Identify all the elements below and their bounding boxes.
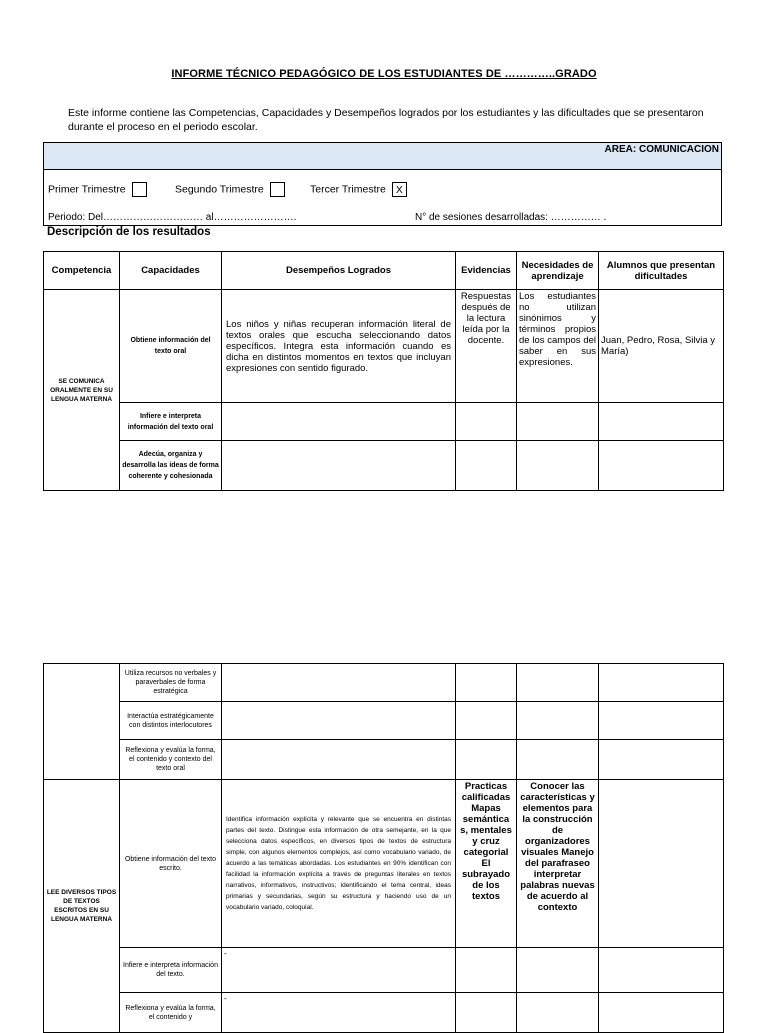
capacidad-cell: Reflexiona y evalúa la forma, el contenido y contexto del texto oral — [120, 740, 222, 780]
section-title: Descripción de los resultados — [47, 226, 211, 238]
trimestre-2 — [175, 182, 285, 197]
table-row — [44, 290, 724, 403]
capacidad-cell: Obtiene información del texto escrito. — [120, 780, 222, 948]
col-necesidades: Necesidades de aprendizaje — [517, 252, 599, 290]
necesidad-cell — [517, 664, 599, 702]
col-evidencias: Evidencias — [456, 252, 517, 290]
table-row — [44, 740, 724, 780]
desempeno-cell — [222, 664, 456, 702]
trimestre-2-checkbox[interactable] — [270, 182, 285, 197]
trimestre-3 — [310, 182, 407, 197]
necesidad-cell — [517, 740, 599, 780]
desempeno-cell — [222, 740, 456, 780]
desempeno-cell: - — [222, 948, 456, 993]
desempeno-cell — [222, 441, 456, 491]
necesidad-cell: Los estudiantes no utilizan sinónimos y términos propios de los campos del saber en sus expresiones. — [517, 290, 599, 403]
evidencia-cell — [456, 702, 517, 740]
alumnos-cell: Juan, Pedro, Rosa, Silvia y María) — [599, 290, 724, 403]
alumnos-cell — [599, 993, 724, 1033]
evidencia-cell: Practicas calificadas Mapas semántica s, mentales y cruz categorial El subrayado de los textos — [456, 780, 517, 948]
alumnos-cell — [599, 948, 724, 993]
results-table-2 — [43, 663, 724, 1033]
alumnos-cell — [599, 664, 724, 702]
trimestre-1-checkbox[interactable] — [132, 182, 147, 197]
results-table-1 — [43, 251, 724, 491]
necesidad-cell — [517, 993, 599, 1033]
evidencia-cell — [456, 441, 517, 491]
table-row — [44, 993, 724, 1033]
capacidad-cell: Infiere e interpreta información del texto. — [120, 948, 222, 993]
necesidad-cell: Conocer las características y elementos para la construcción de organizadores visuales Manejo del parafraseo interpretar palabras nuevas de acuerdo al contexto — [517, 780, 599, 948]
desempeno-cell: Los niños y niñas recuperan información literal de textos orales que escucha seleccionando datos específicos. Integra esta información cuando es dicha en distintos momentos en textos que incluyan expresiones con sentido figurado. — [222, 290, 456, 403]
desempeno-cell: - — [222, 993, 456, 1033]
alumnos-cell — [599, 702, 724, 740]
necesidad-cell — [517, 403, 599, 441]
table-row — [44, 780, 724, 948]
capacidad-cell: Interactúa estratégicamente con distintos interlocutores — [120, 702, 222, 740]
header-box — [43, 142, 722, 226]
competencia-cell: LEE DIVERSOS TIPOS DE TEXTOS ESCRITOS EN SU LENGUA MATERNA — [44, 780, 120, 1033]
competencia-cell — [44, 664, 120, 780]
evidencia-cell: Respuestas después de la lectura leída por la docente. — [456, 290, 517, 403]
evidencia-cell — [456, 993, 517, 1033]
trimestre-1 — [48, 182, 147, 197]
capacidad-cell: Infiere e interpreta información del texto oral — [120, 403, 222, 441]
trimestre-3-checkbox[interactable]: X — [392, 182, 407, 197]
evidencia-cell — [456, 664, 517, 702]
competencia-cell: SE COMUNICA ORALMENTE EN SU LENGUA MATERNA — [44, 290, 120, 491]
necesidad-cell — [517, 441, 599, 491]
alumnos-cell — [599, 740, 724, 780]
capacidad-cell: Adecúa, organiza y desarrolla las ideas de forma coherente y cohesionada — [120, 441, 222, 491]
capacidad-cell: Reflexiona y evalúa la forma, el contenido y — [120, 993, 222, 1033]
table-row — [44, 664, 724, 702]
alumnos-cell — [599, 441, 724, 491]
alumnos-cell — [599, 403, 724, 441]
area-band — [44, 143, 721, 170]
necesidad-cell — [517, 948, 599, 993]
desempeno-cell — [222, 403, 456, 441]
table-row — [44, 403, 724, 441]
col-desempenos: Desempeños Logrados — [222, 252, 456, 290]
col-capacidades: Capacidades — [120, 252, 222, 290]
evidencia-cell — [456, 740, 517, 780]
capacidad-cell: Utiliza recursos no verbales y paraverbales de forma estratégica — [120, 664, 222, 702]
table-row — [44, 948, 724, 993]
col-alumnos: Alumnos que presentan dificultades — [599, 252, 724, 290]
table-row — [44, 441, 724, 491]
evidencia-cell — [456, 403, 517, 441]
desempeno-cell — [222, 702, 456, 740]
capacidad-cell: Obtiene información del texto oral — [120, 290, 222, 403]
table-row — [44, 702, 724, 740]
alumnos-cell — [599, 780, 724, 948]
area-label: AREA: COMUNICACION — [604, 144, 719, 155]
report-title: INFORME TÉCNICO PEDAGÓGICO DE LOS ESTUDIANTES DE …………..GRADO — [171, 68, 597, 80]
desempeno-cell: Identifica información explícita y relevante que se encuentra en distintas partes del texto. Distingue esta información de otra semejante, en la que selecciona datos específicos, en diversos tipos de textos de estructura simple, con algunos elementos complejos, así como vocabulario variado, de acuerdo a las temáticas abordadas. Los estudiantes en 90% identifican con facilidad la información explícita a través de preguntas literales en textos narrativos, informativos, instructivos; identificando el tema central, ideas primarias y secundarias, según su estructura y haciendo uso de un vocabulario variado, coloquial. — [222, 780, 456, 948]
evidencia-cell — [456, 948, 517, 993]
trimestre-3-label: Tercer Trimestre — [310, 183, 386, 196]
necesidad-cell — [517, 702, 599, 740]
trimestre-2-label: Segundo Trimestre — [175, 183, 264, 196]
sesiones-field: N° de sesiones desarrolladas: …………… . — [415, 212, 607, 223]
table-header-row — [44, 252, 724, 290]
intro-paragraph: Este informe contiene las Competencias, Capacidades y Desempeños logrados por los estudiantes y las dificultades que se presentaron durante el proceso en el periodo escolar. — [68, 107, 704, 133]
periodo-field: Periodo: Del………………………… al……………………. — [48, 212, 297, 223]
trimestre-1-label: Primer Trimestre — [48, 183, 126, 196]
col-competencia: Competencia — [44, 252, 120, 290]
